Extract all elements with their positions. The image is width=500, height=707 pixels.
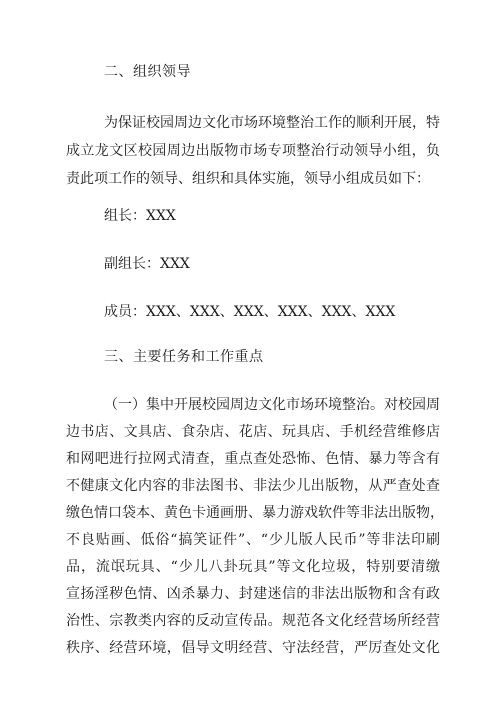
paragraph-line: 和网吧进行拉网式清查，重点查处恐怖、色情、暴力等含有 [66,451,440,467]
paragraph-line: 成立龙文区校园周边出版物市场专项整治行动领导小组，负 [66,143,440,159]
paragraph-line: 宣扬淫秽色情、凶杀暴力、封建迷信的非法出版物和含有政 [66,586,440,602]
group-leader-line: 组长：XXX [104,208,176,224]
paragraph-line: 为保证校园周边文化市场环境整治工作的顺利开展，特 [104,115,440,131]
paragraph-line: 品，流氓玩具、“少儿八卦玩具”等文化垃圾，特别要清缴 [66,559,440,575]
paragraph-line: （一）集中开展校园周边文化市场环境整治。对校园周 [104,397,440,413]
paragraph-line: 治性、宗教类内容的反动宣传品。规范各文化经营场所经营 [66,613,440,629]
section-heading-tasks: 三、主要任务和工作重点 [104,349,264,365]
paragraph-line: 边书店、文具店、食杂店、花店、玩具店、手机经营维修店 [66,424,440,440]
paragraph-line: 责此项工作的领导、组织和具体实施，领导小组成员如下： [66,171,430,187]
paragraph-line: 不良贴画、低俗“搞笑证件”、“少儿版人民币”等非法印刷 [66,532,440,548]
paragraph-line: 秩序、经营环境，倡导文明经营、守法经营，严厉查处文化 [66,640,440,656]
paragraph-line: 不健康文化内容的非法图书、非法少儿出版物，从严查处查 [66,478,440,494]
section-heading-organization: 二、组织领导 [104,64,191,80]
deputy-leader-line: 副组长：XXX [104,256,190,272]
paragraph-line: 缴色情口袋本、黄色卡通画册、暴力游戏软件等非法出版物， [66,505,444,521]
members-line: 成员：XXX、XXX、XXX、XXX、XXX、XXX [104,304,396,320]
